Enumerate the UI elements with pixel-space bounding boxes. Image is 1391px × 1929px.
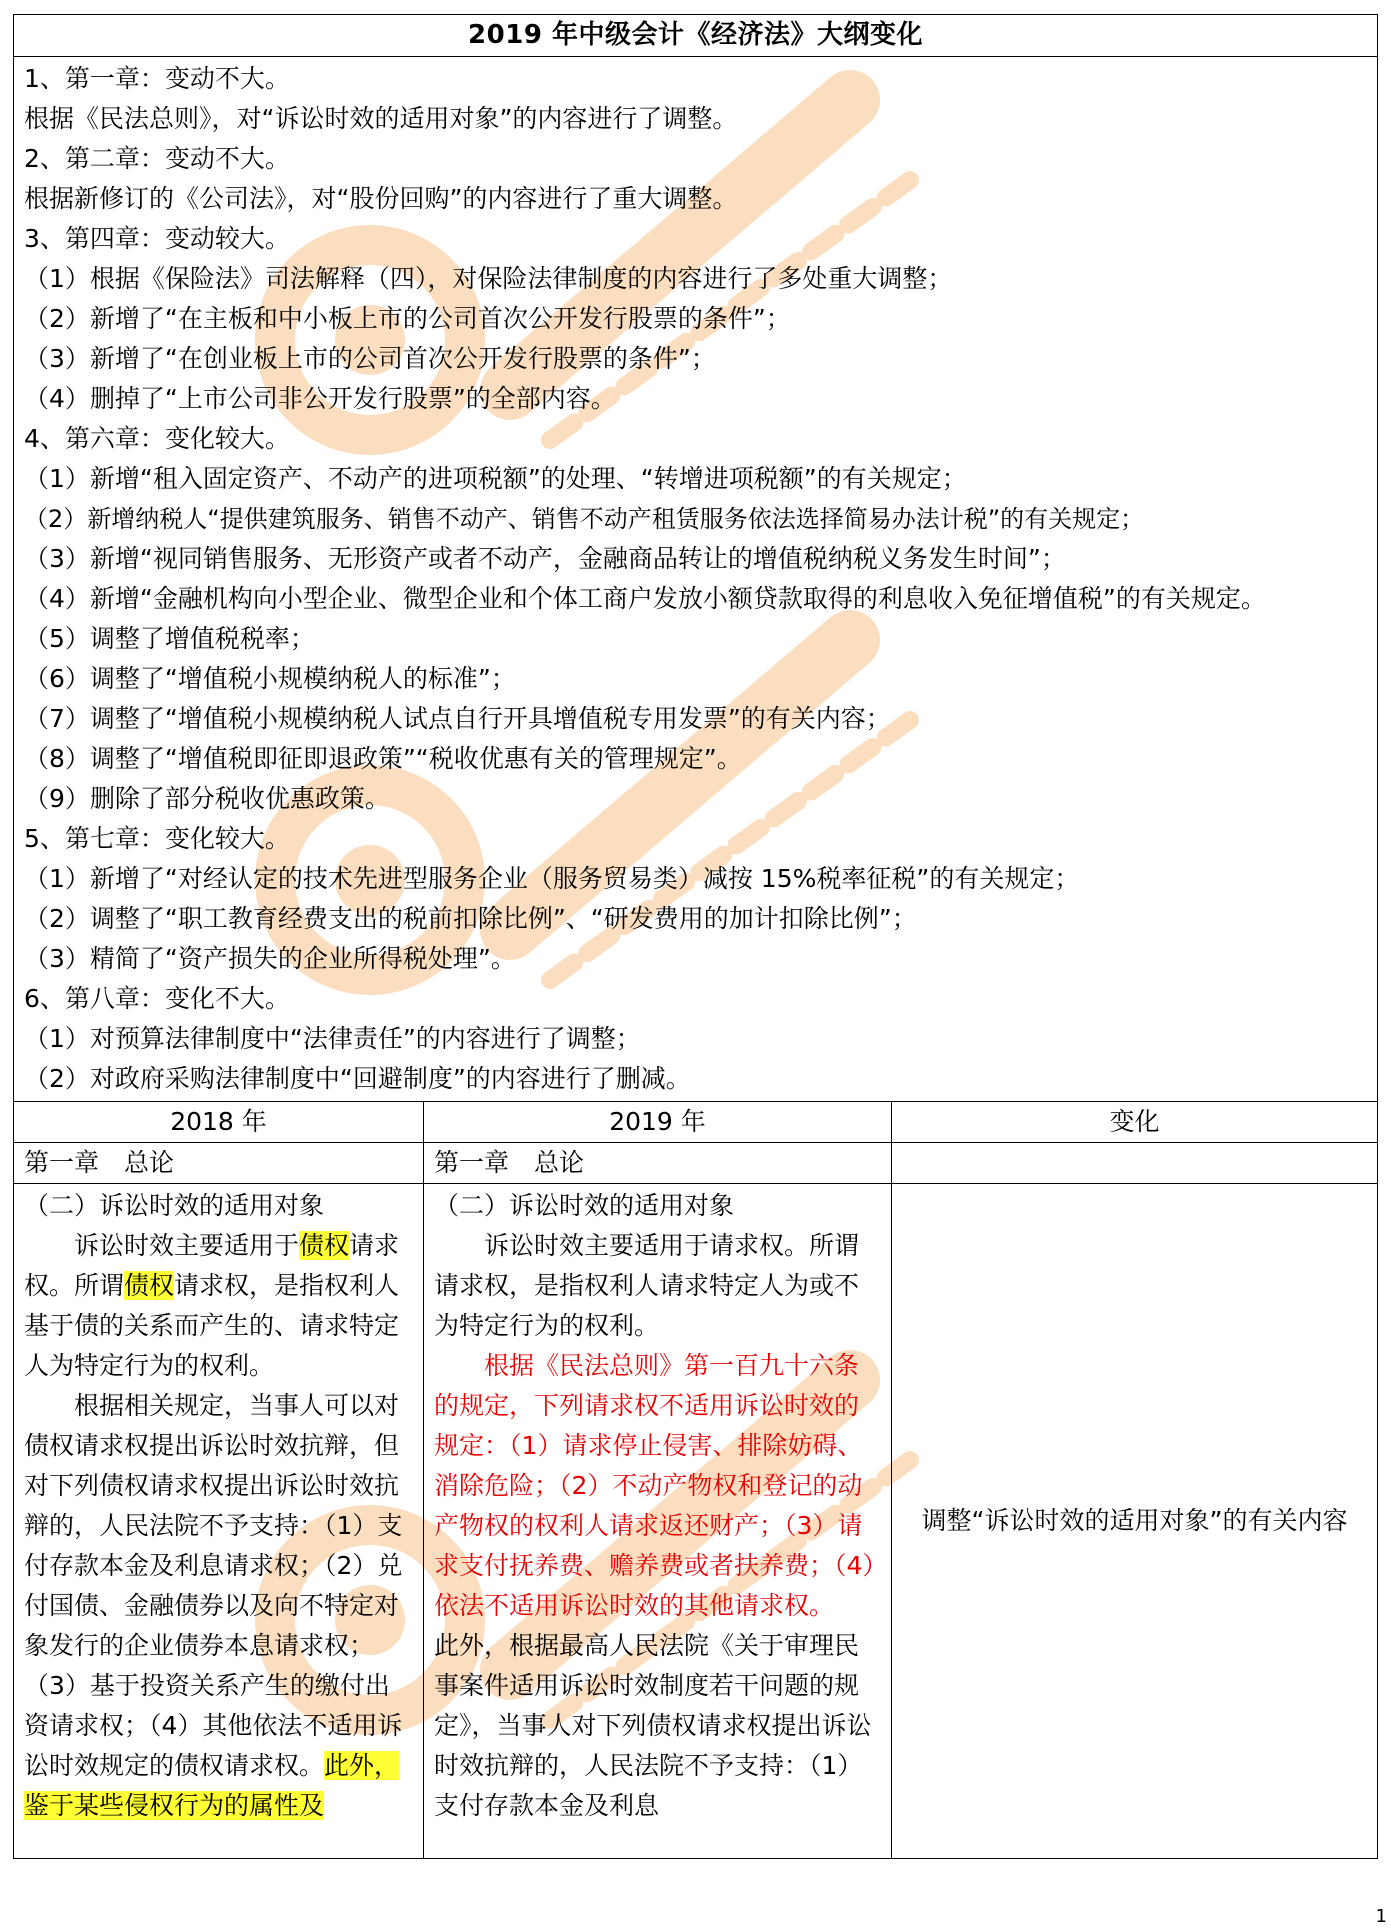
paragraph-2019-red: 根据《民法总则》第一百九十六条的规定，下列请求权不适用诉讼时效的规定：（1）请求停止侵害、排除妨碍、消除危险；（2）不动产物权和登记的动产物权的权利人请求返还财产；（3）请求支付抚养费、赡养费或者扶养费；（4）依法不适用诉讼时效的其他请求权。 bbox=[434, 1351, 875, 1620]
summary-line: （1）根据《保险法》司法解释（四），对保险法律制度的内容进行了多处重大调整； bbox=[24, 264, 953, 293]
highlight-term: 债权 bbox=[124, 1271, 175, 1300]
document-title: 2019 年中级会计《经济法》大纲变化 bbox=[14, 15, 1378, 57]
summary-line: 2、第二章：变动不大。 bbox=[24, 144, 290, 173]
summary-line: 5、第七章：变化较大。 bbox=[24, 824, 290, 853]
column-header-change: 变化 bbox=[892, 1102, 1378, 1143]
summary-line: （9）删除了部分税收优惠政策。 bbox=[24, 784, 390, 813]
paragraph-2018-1 bbox=[24, 1226, 413, 1386]
summary-line: （7）调整了“增值税小规模纳税人试点自行开具增值税专用发票”的有关内容； bbox=[24, 704, 891, 733]
summary-line: （1）新增“租入固定资产、不动产的进项税额”的处理、“转增进项税额”的有关规定； bbox=[24, 464, 967, 493]
summary-line: （3）新增“视同销售服务、无形资产或者不动产，金融商品转让的增值税纳税义务发生时间”； bbox=[24, 544, 1066, 573]
text-run: 请求权，是指权利人基于债的关系而产生的、请求特定人为特定行为的权利。 bbox=[24, 1271, 400, 1380]
content-2018 bbox=[14, 1184, 424, 1859]
text-run: 根据相关规定，当事人可以对债权请求权提出诉讼时效抗辩，但对下列债权请求权提出诉讼时效抗辩的，人民法院不予支持：（1）支付存款本金及利息请求权；（2）兑付国债、金融债券以及向不特定对象发行的企业债券本息请求权；（3）基于投资关系产生的缴付出资请求权；（4）其他依法不适用诉讼时效规定的债权请求权。 bbox=[24, 1391, 403, 1780]
column-header-2018: 2018 年 bbox=[14, 1102, 424, 1143]
summary-line: （2）对政府采购法律制度中“回避制度”的内容进行了删减。 bbox=[24, 1064, 691, 1093]
summary-line: （8）调整了“增值税即征即退政策”“税收优惠有关的管理规定”。 bbox=[24, 744, 742, 773]
summary-line: （3）精简了“资产损失的企业所得税处理”。 bbox=[24, 944, 516, 973]
highlight-text: 此外，鉴于某些侵权行为的属性及 bbox=[24, 1751, 400, 1820]
summary-line: （2）调整了“职工教育经费支出的税前扣除比例”、“研发费用的加计扣除比例”； bbox=[24, 904, 917, 933]
summary-section bbox=[14, 57, 1378, 1102]
summary-line: （2）新增了“在主板和中小板上市的公司首次公开发行股票的条件”； bbox=[24, 304, 791, 333]
section-heading-2019: （二）诉讼时效的适用对象 bbox=[434, 1191, 735, 1220]
section-heading-2018: （二）诉讼时效的适用对象 bbox=[24, 1191, 325, 1220]
summary-line: 3、第四章：变动较大。 bbox=[24, 224, 290, 253]
chapter-2018: 第一章 总论 bbox=[14, 1143, 424, 1184]
summary-line: 6、第八章：变化不大。 bbox=[24, 984, 290, 1013]
document bbox=[13, 14, 1377, 1859]
chapter-2019: 第一章 总论 bbox=[424, 1143, 892, 1184]
syllabus-table bbox=[13, 14, 1378, 1859]
summary-line: （2）新增纳税人“提供建筑服务、销售不动产、销售不动产租赁服务依法选择简易办法计税”的有关规定； bbox=[24, 505, 1145, 533]
content-2019 bbox=[424, 1184, 892, 1859]
change-description: 调整“诉讼时效的适用对象”的有关内容 bbox=[892, 1184, 1378, 1859]
summary-line: 4、第六章：变化较大。 bbox=[24, 424, 290, 453]
summary-line: （6）调整了“增值税小规模纳税人的标准”； bbox=[24, 664, 516, 693]
paragraph-2019-3: 此外，根据最高人民法院《关于审理民事案件适用诉讼时效制度若干问题的规定》，当事人对下列债权请求权提出诉讼时效抗辩的，人民法院不予支持：（1）支付存款本金及利息 bbox=[434, 1631, 872, 1820]
chapter-change-empty bbox=[892, 1143, 1378, 1184]
column-header-2019: 2019 年 bbox=[424, 1102, 892, 1143]
summary-line: （4）删掉了“上市公司非公开发行股票”的全部内容。 bbox=[24, 384, 616, 413]
paragraph-2018-2 bbox=[24, 1386, 413, 1826]
summary-line: （4）新增“金融机构向小型企业、微型企业和个体工商户发放小额贷款取得的利息收入免征增值税”的有关规定。 bbox=[24, 584, 1266, 613]
summary-line: 根据《民法总则》，对“诉讼时效的适用对象”的内容进行了调整。 bbox=[24, 104, 738, 133]
highlight-term: 债权 bbox=[299, 1231, 350, 1260]
summary-line: （5）调整了增值税税率； bbox=[24, 624, 315, 653]
summary-line: 1、第一章：变动不大。 bbox=[24, 64, 290, 93]
text-run: 诉讼时效主要适用于 bbox=[74, 1231, 300, 1260]
text-run: 请求权。所谓 bbox=[24, 1231, 400, 1300]
paragraph-2019-1: 诉讼时效主要适用于请求权。所谓请求权，是指权利人请求特定人为或不为特定行为的权利。 bbox=[434, 1231, 860, 1340]
page-number: 1 bbox=[1375, 1906, 1387, 1927]
summary-line: （1）新增了“对经认定的技术先进型服务企业（服务贸易类）减按 15%税率征税”的有关规定； bbox=[24, 864, 1080, 893]
summary-line: （1）对预算法律制度中“法律责任”的内容进行了调整； bbox=[24, 1024, 641, 1053]
summary-line: （3）新增了“在创业板上市的公司首次公开发行股票的条件”； bbox=[24, 344, 716, 373]
summary-line: 根据新修订的《公司法》，对“股份回购”的内容进行了重大调整。 bbox=[24, 184, 738, 213]
